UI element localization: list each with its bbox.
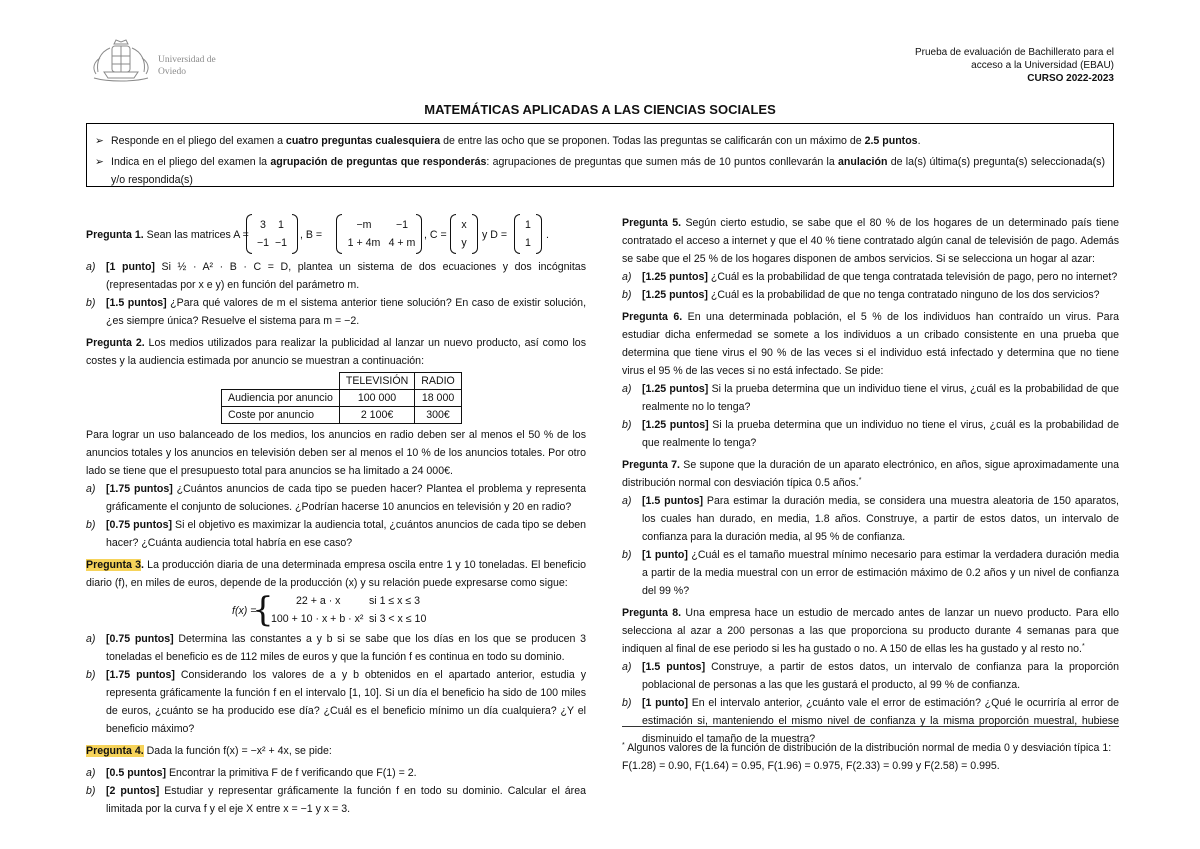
- question-1-part-a: a) [1 punto] Si ½ · A² · B · C = D, plantea un sistema de dos ecuaciones y dos incógnitas (representadas por x e y) en función del parámetro m.: [86, 261, 586, 291]
- media-table: [221, 372, 462, 424]
- matrix-c: x y: [450, 214, 478, 254]
- question-4: Pregunta 4. Dada la función f(x) = −x² + 4x, se pide: a) [0.5 puntos] Encontrar la primitiva F de f verificando que F(1) = 2. b) [2 puntos] Estudiar y representar gráficamente la función f en todo su dominio. Calcular el área limitada por la curva f y el eje X entre x = −1 y x = 3.: [86, 742, 586, 818]
- instruction-item: ➢ Responde en el pliego del examen a cuatro preguntas cualesquiera de entre las ocho que se proponen. Todas las preguntas se calificarán con un máximo de 2.5 puntos.: [95, 132, 1105, 150]
- instructions-box: [86, 123, 1114, 187]
- question-1: [86, 214, 586, 330]
- question-2-statement: Para lograr un uso balanceado de los medios, los anuncios en radio deben ser al menos el 50 % de los anuncios totales y los anuncios en televisión deben ser al menos el 10 % de los anuncios totales. Por otro lado se tiene que el presupuesto total para anuncios se ha limitado a 24 000€.: [86, 429, 586, 477]
- question-7: Pregunta 7. Se supone que la duración de un aparato electrónico, en años, sigue aproximadamente una distribución normal con desviación típica 0.5 años.* a) [1.5 puntos] Para estimar la duración media, se considera una muestra aleatoria de 150 aparatos, los cuales han durado, en media, 1.8 años. Construye, a partir de estos datos, un intervalo de confianza para la duración media, al 95 % de confianza. b) [1 punto] ¿Cuál es el tamaño muestral mínimo necesario para estimar la verdadera duración media a partir de la media muestral con un error de estimación máximo de 0.2 años y un nivel de confianza del 99 %?: [622, 456, 1119, 600]
- matrix-d: 1 1: [514, 214, 542, 254]
- footnote-marker: *: [858, 477, 862, 484]
- question-5: Pregunta 5. Según cierto estudio, se sabe que el 80 % de los hogares de un determinado país tiene contratado el acceso a internet y que el 40 % tiene contratado algún canal de televisión de pago. Además se sabe que el 25 % de los hogares disponen de ambos servicios. Si se selecciona un hogar al azar: a) [1.25 puntos] ¿Cuál es la probabilidad de que tenga contratada televisión de pago, pero no internet? b) [1.25 puntos] ¿Cuál es la probabilidad de que no tenga contratado ninguno de los dos servicios?: [622, 214, 1119, 304]
- question-5-part-b: b) [1.25 puntos] ¿Cuál es la probabilidad de que no tenga contratado ninguno de los dos servicios?: [622, 289, 1100, 301]
- matrices-row: Pregunta 1. Sean las matrices A = 3 1 −1 −1 , B = −m −1 1 + 4m 4 + m , C = x y y D = 1 1 .: [86, 214, 586, 254]
- table-row: Audiencia por anuncio 100 000 18 000: [222, 390, 462, 407]
- question-3: Pregunta 3. La producción diaria de una determinada empresa oscila entre 1 y 10 toneladas. El beneficio diario (f), en miles de euros, depende de la producción (x) y su relación puede expresarse como sigue: f(x) = { 22 + a · x si 1 ≤ x ≤ 3 100 + 10 · x + b · x² si 3 < x ≤ 10 a) [0.75 puntos] Determina las constantes a y b si se sabe que los días en los que se producen 3 toneladas el beneficio es de 112 miles de euros y que la función f es continua en todo su dominio. b) [1.75 puntos] Considerando los valores de a y b obtenidos en el apartado anterior, estudia y representa gráficamente la función f en el intervalo [1, 10]. Si un día el beneficio ha sido de 100 miles de euros, ¿cuánto se ha producido ese día? ¿Cuál es el beneficio mínimo un día cualquiera? ¿Y el beneficio máximo?: [86, 556, 586, 738]
- instruction-item: ➢ Indica en el pliego del examen la agrupación de preguntas que responderás: agrupaciones de preguntas que sumen más de 10 puntos conllevarán la anulación de la(s) última(s) pregunta(s) seleccionada(s) y/o respondida(s): [95, 153, 1105, 189]
- question-label: Pregunta 1.: [86, 229, 144, 241]
- question-label: Pregunta 8.: [622, 607, 682, 619]
- question-2: Pregunta 2. Los medios utilizados para realizar la publicidad al lanzar un nuevo producto, así como los costes y la audiencia estimada por anuncio se muestran a continuación: TELEVISIÓN RADIO Audiencia por anuncio 100 000 18 000 Coste por anuncio 2 100€ 300€ Para lograr un uso balanceado de los medios, los anuncios en radio deben ser al menos el 50 % de los anuncios totales y los anuncios en televisión deben ser al menos el 10 % de los anuncios totales. Por otro lado se tiene que el presupuesto total para anuncios se ha limitado a 24 000€. a) [1.75 puntos] ¿Cuántos anuncios de cada tipo se pueden hacer? Plantea el problema y representa gráficamente el conjunto de soluciones. ¿Podrían hacerse 10 anuncios en televisión y 20 en radio? b) [0.75 puntos] Si el objetivo es maximizar la audiencia total, ¿cuántos anuncios de cada tipo se deben hacer? ¿Cuánta audiencia total habría en ese caso?: [86, 334, 586, 552]
- university-name-line2: Oviedo: [158, 67, 186, 77]
- question-5-part-a: a) [1.25 puntos] ¿Cuál es la probabilidad de que tenga contratada televisión de pago, pero no internet?: [622, 271, 1118, 283]
- university-crest-icon: [90, 38, 152, 84]
- question-6-part-a: a) [1.25 puntos] Si la prueba determina que un individuo tiene el virus, ¿cuál es la probabilidad de que realmente no lo tenga?: [622, 383, 1120, 413]
- exam-name-line1: Prueba de evaluación de Bachillerato para el: [914, 47, 1114, 58]
- question-label: Pregunta 2.: [86, 337, 145, 349]
- question-1-part-b: b) [1.5 puntos] ¿Para qué valores de m el sistema anterior tiene solución? En caso de existir solución, ¿es siempre única? Resuelve el sistema para m = −2.: [86, 297, 587, 327]
- footnote-marker: *: [1081, 643, 1085, 650]
- question-2-part-a: a) [1.75 puntos] ¿Cuántos anuncios de cada tipo se pueden hacer? Plantea el problema y representa gráficamente el conjunto de soluciones. ¿Podrían hacerse 10 anuncios en televisión y 20 en radio?: [86, 483, 586, 513]
- question-label: Pregunta 5.: [622, 217, 682, 229]
- left-column: [86, 214, 586, 818]
- piecewise-function: f(x) = { 22 + a · x si 1 ≤ x ≤ 3 100 + 10 · x + b · x² si 3 < x ≤ 10: [232, 590, 427, 630]
- question-8: Pregunta 8. Una empresa hace un estudio de mercado antes de lanzar un nuevo producto. Para ello selecciona al azar a 200 personas a las que proporciona su producto durante 4 semanas para que indiquen al final de ese periodo si les ha gustado o no. A 150 de ellas les ha gustado y al resto no.* a) [1.5 puntos] Construye, a partir de estos datos, un intervalo de confianza para la proporción poblacional de personas a las que les gustará el producto, al 99 % de confianza. b) [1 punto] En el intervalo anterior, ¿cuánto vale el error de estimación? ¿Qué le ocurriría al error de estimación si, manteniendo el mismo nivel de confianza y la misma proporción muestral, hubiese disminuido el tamaño de la muestra?: [622, 604, 1119, 748]
- arrow-bullet-icon: ➢: [95, 156, 104, 168]
- question-label: Pregunta 6.: [622, 311, 683, 323]
- university-name-line1: Universidad de: [158, 55, 216, 65]
- footnote: * Algunos valores de la función de distribución de la distribución normal de media 0 y desviación típica 1: F(1.28) = 0.90, F(1.64) = 0.95, F(1.96) = 0.975, F(2.33) = 0.99 y F(2.58) = 0.995.: [622, 742, 1112, 772]
- question-2-part-b: b) [0.75 puntos] Si el objetivo es maximizar la audiencia total, ¿cuántos anuncios de cada tipo se deben hacer? ¿Cuánta audiencia total habría en ese caso?: [86, 519, 587, 549]
- matrix-b: −m −1 1 + 4m 4 + m: [336, 214, 422, 254]
- table-header: RADIO: [415, 373, 462, 390]
- footnote-divider: [622, 726, 1119, 727]
- question-4-part-a: a) [0.5 puntos] Encontrar la primitiva F de f verificando que F(1) = 2.: [86, 767, 417, 779]
- exam-name-line2: acceso a la Universidad (EBAU): [971, 60, 1114, 71]
- question-6-part-b: b) [1.25 puntos] Si la prueba determina que un individuo no tiene el virus, ¿cuál es la probabilidad de que realmente lo tenga?: [622, 419, 1119, 449]
- question-3-part-a: a) [0.75 puntos] Determina las constantes a y b si se sabe que los días en los que se producen 3 toneladas el beneficio es de 112 miles de euros y que la función f es continua en todo su dominio.: [86, 633, 587, 663]
- question-label: Pregunta 4.: [86, 745, 144, 757]
- question-6: Pregunta 6. En una determinada población, el 5 % de los individuos han contraído un virus. Para estudiar dicha enfermedad se somete a los individuos a un cribado consistente en una prueba que determina que tiene virus el 90 % de las veces si el individuo está infectado y determina que no tiene virus el 95 % de las veces si no está infectado. Se pide: a) [1.25 puntos] Si la prueba determina que un individuo tiene el virus, ¿cuál es la probabilidad de que realmente no lo tenga? b) [1.25 puntos] Si la prueba determina que un individuo no tiene el virus, ¿cuál es la probabilidad de que realmente lo tenga?: [622, 308, 1119, 452]
- question-8-part-a: a) [1.5 puntos] Construye, a partir de estos datos, un intervalo de confianza para la proporción poblacional de personas a las que les gustará el producto, al 99 % de confianza.: [622, 661, 1119, 691]
- table-header: TELEVISIÓN: [339, 373, 414, 390]
- matrix-a: 3 1 −1 −1: [246, 214, 298, 254]
- university-logo: [90, 38, 250, 88]
- course-year: CURSO 2022-2023: [1027, 73, 1114, 84]
- table-row: Coste por anuncio 2 100€ 300€: [222, 407, 462, 424]
- exam-header: [854, 46, 1114, 85]
- right-column: [622, 214, 1119, 748]
- question-8-part-b: b) [1 punto] En el intervalo anterior, ¿cuánto vale el error de estimación? ¿Qué le ocurriría al error de estimación si, manteniendo el mismo nivel de confianza y la misma proporción muestral, hubiese disminuido el tamaño de la muestra?: [622, 697, 1119, 745]
- left-brace-icon: {: [252, 590, 274, 630]
- page-title: MATEMÁTICAS APLICADAS A LAS CIENCIAS SOCIALES: [424, 102, 776, 117]
- question-4-part-b: b) [2 puntos] Estudiar y representar gráficamente la función f en todo su dominio. Calcular el área limitada por la curva f y el eje X entre x = −1 y x = 3.: [86, 785, 586, 815]
- question-label: Pregunta 3: [86, 559, 142, 571]
- question-label: Pregunta 7.: [622, 459, 681, 471]
- question-7-part-a: a) [1.5 puntos] Para estimar la duración media, se considera una muestra aleatoria de 150 aparatos, los cuales han durado, en media, 1.8 años. Construye, a partir de estos datos, un intervalo de confianza para la duración media, al 95 % de confianza.: [622, 495, 1119, 543]
- question-3-part-b: b) [1.75 puntos] Considerando los valores de a y b obtenidos en el apartado anterior, estudia y representa gráficamente la función f en el intervalo [1, 10]. Si un día el beneficio ha sido de 100 miles de euros, ¿cuánto se ha producido ese día? ¿Cuál es el beneficio mínimo un día cualquiera? ¿Y el beneficio máximo?: [86, 669, 587, 735]
- arrow-bullet-icon: ➢: [95, 135, 104, 147]
- question-7-part-b: b) [1 punto] ¿Cuál es el tamaño muestral mínimo necesario para estimar la verdadera duración media a partir de la media muestral con un error de estimación máximo de 0.2 años y un nivel de confianza del 99 %?: [622, 549, 1119, 597]
